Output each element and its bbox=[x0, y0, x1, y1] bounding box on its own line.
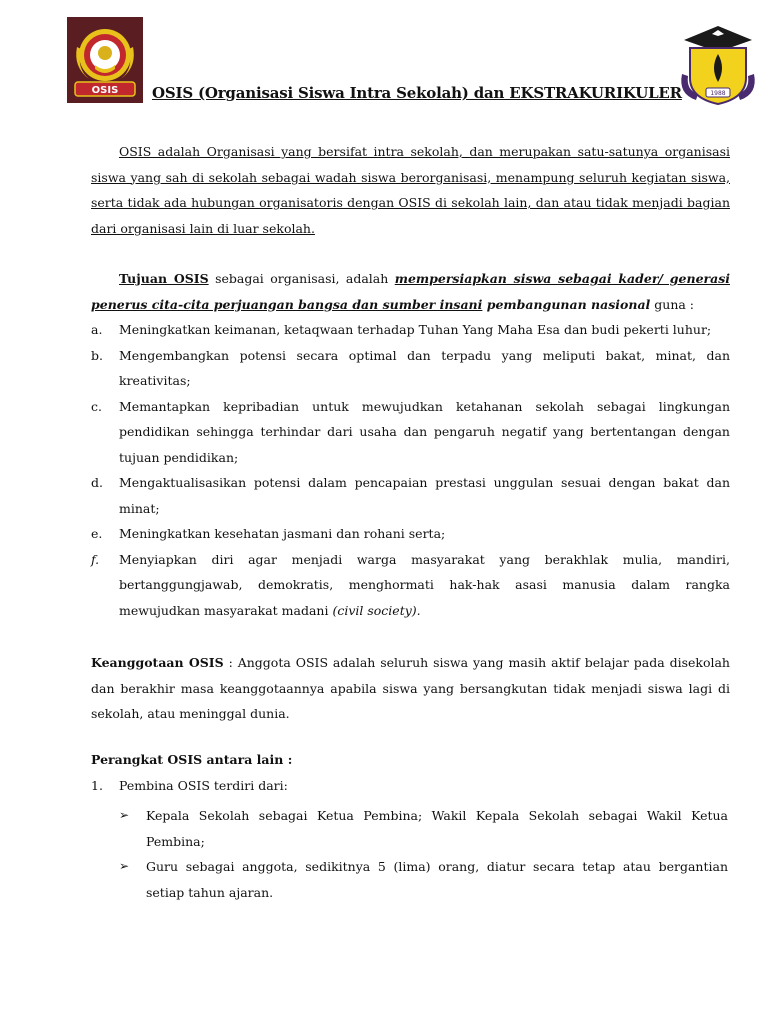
list-item bbox=[119, 803, 728, 854]
list-marker: b. bbox=[91, 347, 103, 363]
keanggotaan-paragraph bbox=[91, 650, 730, 727]
page-title: OSIS (Organisasi Siswa Intra Sekolah) dan EKSTRAKURIKULER bbox=[152, 84, 682, 102]
list-marker: f. bbox=[91, 551, 100, 567]
tujuan-paragraph bbox=[91, 266, 730, 317]
list-item bbox=[91, 317, 730, 343]
perangkat-item-1 bbox=[91, 778, 288, 793]
keanggotaan-text: : Anggota OSIS adalah seluruh siswa yang masih aktif belajar pada disekolah dan berakhir masa keanggotaannya apabila siswa yang bersangkutan tidak menjadi siswa lagi di sekolah, atau meninggal dunia. bbox=[91, 655, 730, 721]
keanggotaan-lead: Keanggotaan OSIS bbox=[91, 655, 224, 670]
arrow-bullet-icon: ➢ bbox=[119, 808, 130, 822]
list-item bbox=[91, 521, 730, 547]
list-item-text: Meningkatkan kesehatan jasmani dan rohani serta; bbox=[119, 526, 446, 541]
list-item-text: Guru sebagai anggota, sedikitnya 5 (lima) orang, diatur secara tetap atau bergantian setiap tahun ajaran. bbox=[146, 859, 728, 900]
list-marker: c. bbox=[91, 398, 102, 414]
osis-logo bbox=[67, 17, 143, 103]
list-item-text: Mengembangkan potensi secara optimal dan terpadu yang meliputi bakat, minat, dan kreativitas; bbox=[119, 347, 730, 388]
perangkat-heading: Perangkat OSIS antara lain : bbox=[91, 752, 293, 767]
list-item-text: Meningkatkan keimanan, ketaqwaan terhadap Tuhan Yang Maha Esa dan budi pekerti luhur; bbox=[119, 322, 712, 337]
tujuan-text2: guna : bbox=[650, 296, 695, 312]
list-item-text: Mengaktualisasikan potensi dalam pencapaian prestasi unggulan sesuai dengan bakat dan minat; bbox=[119, 475, 730, 516]
tujuan-text1: sebagai organisasi, adalah bbox=[208, 271, 395, 286]
list-item-text: Kepala Sekolah sebagai Ketua Pembina; Wakil Kepala Sekolah sebagai Wakil Ketua Pembina; bbox=[146, 808, 728, 849]
list-marker: 1. bbox=[91, 778, 103, 793]
pembina-list bbox=[119, 803, 728, 905]
tujuan-list bbox=[91, 317, 730, 623]
intro-paragraph bbox=[91, 139, 730, 241]
tujuan-lead: Tujuan OSIS bbox=[119, 271, 209, 286]
list-item bbox=[91, 343, 730, 394]
school-logo bbox=[676, 24, 760, 108]
list-marker: d. bbox=[91, 475, 103, 490]
list-marker: e. bbox=[91, 526, 103, 541]
list-item bbox=[91, 470, 730, 521]
list-item bbox=[91, 394, 730, 471]
school-logo-year: 1988 bbox=[710, 90, 726, 97]
osis-logo-text: OSIS bbox=[91, 85, 119, 96]
list-item-text: Memantapkan kepribadian untuk mewujudkan ketahanan sekolah sebagai lingkungan pendidikan sehingga terhindar dari usaha dan pengaruh negatif yang bertentangan dengan tujuan pendidikan; bbox=[119, 398, 730, 465]
list-marker: a. bbox=[91, 322, 103, 337]
perangkat-item-1-text: Pembina OSIS terdiri dari: bbox=[119, 778, 288, 793]
intro-text: OSIS adalah Organisasi yang bersifat intra sekolah, dan merupakan satu-satunya organisasi siswa yang sah di sekolah sebagai wadah siswa berorganisasi, menampung seluruh kegiatan siswa, serta tidak ada hubungan organisatoris dengan OSIS di sekolah lain, dan atau tidak menjadi bagian dari organisasi lain di luar sekolah. bbox=[91, 144, 730, 236]
list-item bbox=[91, 547, 730, 624]
list-item bbox=[119, 854, 728, 905]
arrow-bullet-icon: ➢ bbox=[119, 859, 130, 873]
tujuan-emphasis2: pembangunan nasional bbox=[482, 296, 651, 312]
list-item-italic-tail: (civil society). bbox=[332, 602, 421, 618]
tujuan-emphasis: mempersiapkan siswa sebagai kader/ generasi penerus cita-cita perjuangan bangsa dan sumber insani bbox=[91, 271, 730, 312]
list-item-text: Menyiapkan diri agar menjadi warga masyarakat yang berakhlak mulia, mandiri, bertanggungjawab, demokratis, menghormati hak-hak asasi manusia dalam rangka mewujudkan masyarakat madani bbox=[119, 551, 730, 618]
